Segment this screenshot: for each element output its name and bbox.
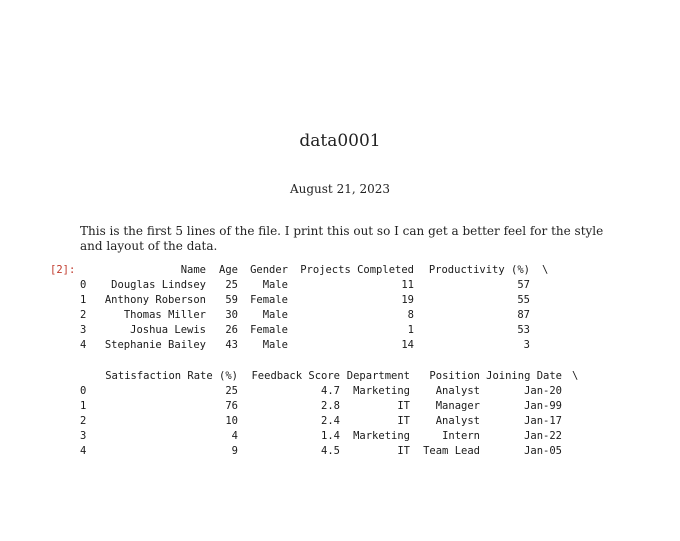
joining-cell: Jan-05 bbox=[524, 445, 562, 457]
header-productivity: Productivity (%) bbox=[428, 264, 530, 276]
gender-cell: Male bbox=[262, 279, 288, 291]
gender-cell: Male bbox=[262, 309, 288, 321]
table-row bbox=[80, 430, 562, 445]
table-header-row bbox=[80, 370, 579, 385]
satisfaction-cell: 10 bbox=[225, 415, 238, 427]
position-cell: Manager bbox=[435, 400, 480, 412]
row-index: 2 bbox=[80, 415, 87, 427]
document-title: data0001 bbox=[299, 131, 381, 151]
table-row bbox=[80, 400, 562, 415]
department-cell: Marketing bbox=[353, 430, 410, 442]
table-row bbox=[80, 279, 530, 294]
row-index: 0 bbox=[80, 385, 87, 397]
projects-cell: 8 bbox=[407, 309, 414, 321]
header-age: Age bbox=[219, 264, 238, 276]
joining-cell: Jan-17 bbox=[524, 415, 562, 427]
name-cell: Thomas Miller bbox=[123, 309, 206, 321]
table-row bbox=[80, 415, 562, 430]
document-date: August 21, 2023 bbox=[289, 182, 391, 196]
position-cell: Team Lead bbox=[423, 445, 480, 457]
productivity-cell: 53 bbox=[517, 324, 530, 336]
projects-cell: 19 bbox=[401, 294, 414, 306]
table-row bbox=[80, 385, 562, 400]
satisfaction-cell: 25 bbox=[225, 385, 238, 397]
age-cell: 43 bbox=[225, 339, 238, 351]
feedback-cell: 2.4 bbox=[321, 415, 340, 427]
header-position: Position bbox=[429, 370, 480, 382]
row-index: 2 bbox=[80, 309, 87, 321]
department-cell: Marketing bbox=[353, 385, 410, 397]
feedback-cell: 2.8 bbox=[321, 400, 340, 412]
feedback-cell: 1.4 bbox=[321, 430, 340, 442]
department-cell: IT bbox=[397, 415, 410, 427]
department-cell: IT bbox=[397, 445, 410, 457]
productivity-cell: 55 bbox=[517, 294, 530, 306]
age-cell: 26 bbox=[225, 324, 238, 336]
header-name: Name bbox=[180, 264, 206, 276]
satisfaction-cell: 76 bbox=[225, 400, 238, 412]
table-row bbox=[80, 294, 530, 309]
name-cell: Douglas Lindsey bbox=[111, 279, 206, 291]
cell-prompt: [2]: bbox=[50, 264, 76, 276]
age-cell: 59 bbox=[225, 294, 238, 306]
gender-cell: Female bbox=[250, 324, 288, 336]
joining-cell: Jan-22 bbox=[524, 430, 562, 442]
feedback-cell: 4.5 bbox=[321, 445, 340, 457]
row-index: 1 bbox=[80, 294, 87, 306]
header-feedback: Feedback Score bbox=[251, 370, 340, 382]
table-row bbox=[80, 339, 530, 354]
productivity-cell: 3 bbox=[523, 339, 530, 351]
department-cell: IT bbox=[397, 400, 410, 412]
row-index: 0 bbox=[80, 279, 87, 291]
row-index: 1 bbox=[80, 400, 87, 412]
row-index: 3 bbox=[80, 430, 87, 442]
header-satisfaction: Satisfaction Rate (%) bbox=[105, 370, 238, 382]
productivity-cell: 87 bbox=[517, 309, 530, 321]
feedback-cell: 4.7 bbox=[321, 385, 340, 397]
name-cell: Stephanie Bailey bbox=[104, 339, 206, 351]
position-cell: Intern bbox=[442, 430, 480, 442]
position-cell: Analyst bbox=[435, 415, 480, 427]
name-cell: Joshua Lewis bbox=[130, 324, 206, 336]
gender-cell: Male bbox=[262, 339, 288, 351]
header-projects: Projects Completed bbox=[300, 264, 414, 276]
position-cell: Analyst bbox=[435, 385, 480, 397]
row-index: 3 bbox=[80, 324, 87, 336]
satisfaction-cell: 9 bbox=[231, 445, 238, 457]
header-gender: Gender bbox=[250, 264, 288, 276]
name-cell: Anthony Roberson bbox=[104, 294, 206, 306]
continuation-marker: \ bbox=[572, 370, 579, 382]
projects-cell: 11 bbox=[401, 279, 414, 291]
projects-cell: 1 bbox=[407, 324, 414, 336]
table-row bbox=[80, 324, 530, 339]
joining-cell: Jan-99 bbox=[524, 400, 562, 412]
table-row bbox=[80, 309, 530, 324]
row-index: 4 bbox=[80, 445, 87, 457]
gender-cell: Female bbox=[250, 294, 288, 306]
table-row bbox=[80, 445, 562, 460]
joining-cell: Jan-20 bbox=[524, 385, 562, 397]
productivity-cell: 57 bbox=[517, 279, 530, 291]
projects-cell: 14 bbox=[401, 339, 414, 351]
table-header-row bbox=[80, 264, 549, 279]
row-index: 4 bbox=[80, 339, 87, 351]
header-joining: Joining Date bbox=[486, 370, 562, 382]
age-cell: 25 bbox=[225, 279, 238, 291]
age-cell: 30 bbox=[225, 309, 238, 321]
output-table-2 bbox=[80, 370, 579, 460]
intro-paragraph: This is the first 5 lines of the file. I print this out so I can get a better feel for the style and layout of the data. bbox=[80, 224, 604, 253]
satisfaction-cell: 4 bbox=[231, 430, 238, 442]
header-department: Department bbox=[346, 370, 410, 382]
continuation-marker: \ bbox=[542, 264, 549, 276]
output-table-1 bbox=[80, 264, 549, 354]
